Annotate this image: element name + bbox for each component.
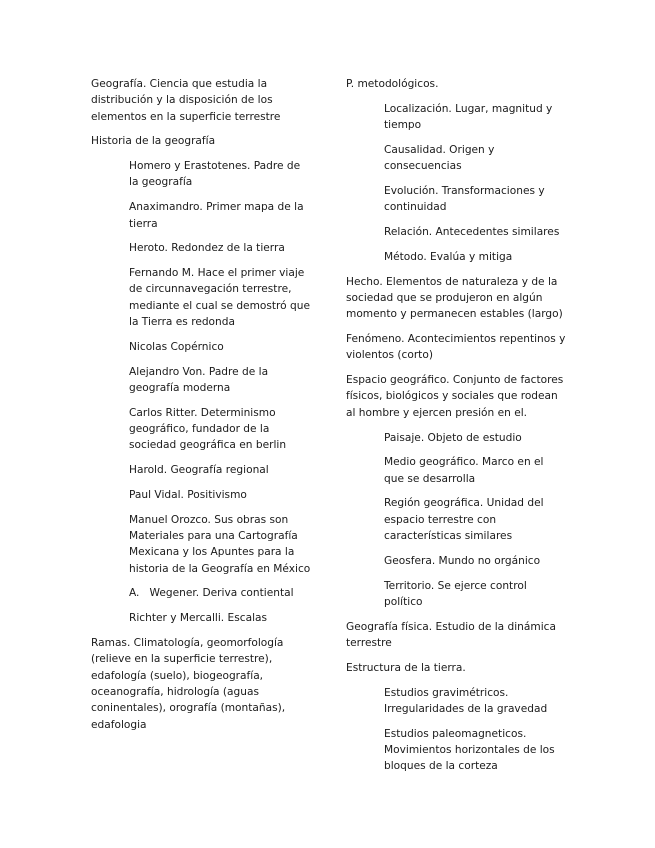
paragraph: Historia de la geografía [91,135,216,148]
indented-paragraph: Región geográfica. Unidad del espacio terrestre con características similares [384,497,544,543]
indented-paragraph: Homero y Erastotenes. Padre de la geografía [129,160,301,189]
left-column [91,76,311,741]
indented-paragraph: Geosfera. Mundo no orgánico [384,554,541,567]
indented-paragraph: Relación. Antecedentes similares [384,226,560,239]
indented-paragraph: Anaximandro. Primer mapa de la tierra [129,201,304,230]
indented-paragraph: Harold. Geografía regional [129,464,269,477]
indented-paragraph: Estudios gravimétricos. Irregularidades de la gravedad [384,686,548,715]
indented-paragraph: Carlos Ritter. Determinismo geográfico, fundador de la sociedad geográfica en berlin [129,406,287,452]
paragraph: Estructura de la tierra. [346,661,466,674]
indented-paragraph: Evolución. Transformaciones y continuidad [384,184,545,214]
indented-paragraph: Heroto. Redondez de la tierra [129,242,285,255]
indented-paragraph: A. Wegener. Deriva contiental [129,587,294,600]
paragraph: Fenómeno. Acontecimientos repentinos y violentos (corto) [346,333,566,362]
indented-paragraph: Fernando M. Hace el primer viaje de circunnavegación terrestre, mediante el cual se demostró que la Tierra es redonda [129,267,310,329]
indented-paragraph: Nicolas Copérnico [129,340,224,353]
indented-paragraph: Territorio. Se ejerce control político [384,579,527,608]
indented-paragraph: Método. Evalúa y mitiga [384,250,513,263]
indented-paragraph: Medio geográfico. Marco en el que se desarrolla [384,456,544,485]
indented-paragraph: Paul Vidal. Positivismo [129,488,247,501]
paragraph: Hecho. Elementos de naturaleza y de la sociedad que se produjeron en algún momento y permanecen estables (largo) [346,275,563,321]
indented-paragraph: Richter y Mercalli. Escalas [129,612,268,625]
paragraph: Geografía física. Estudio de la dinámica terrestre [346,620,556,650]
indented-paragraph: Manuel Orozco. Sus obras son Materiales para una Cartografía Mexicana y los Apuntes para la historia de la Geografía en México [129,513,311,575]
paragraph: Espacio geográfico. Conjunto de factores físicos, biológicos y sociales que rodean al hombre y ejercen presión en el. [346,374,564,419]
indented-paragraph: Paisaje. Objeto de estudio [384,431,522,444]
right-column [346,76,566,783]
indented-paragraph: Localización. Lugar, magnitud y tiempo [384,102,553,132]
indented-paragraph: Alejandro Von. Padre de la geografía moderna [129,365,269,394]
paragraph: P. metodológicos. [346,78,439,90]
indented-paragraph: Causalidad. Origen y consecuencias [384,143,495,173]
paragraph: Ramas. Climatología, geomorfología (relieve en la superficie terrestre), edafología (suelo), biogeografía, oceanografía, hidrología (aguas coninentales), orografía (montañas), edafologia [91,637,286,731]
paragraph: Geografía. Ciencia que estudia la distribución y la disposición de los elementos en la superficie terrestre [91,78,281,123]
indented-paragraph: Estudios paleomagneticos. Movimientos horizontales de los bloques de la corteza [384,727,555,773]
